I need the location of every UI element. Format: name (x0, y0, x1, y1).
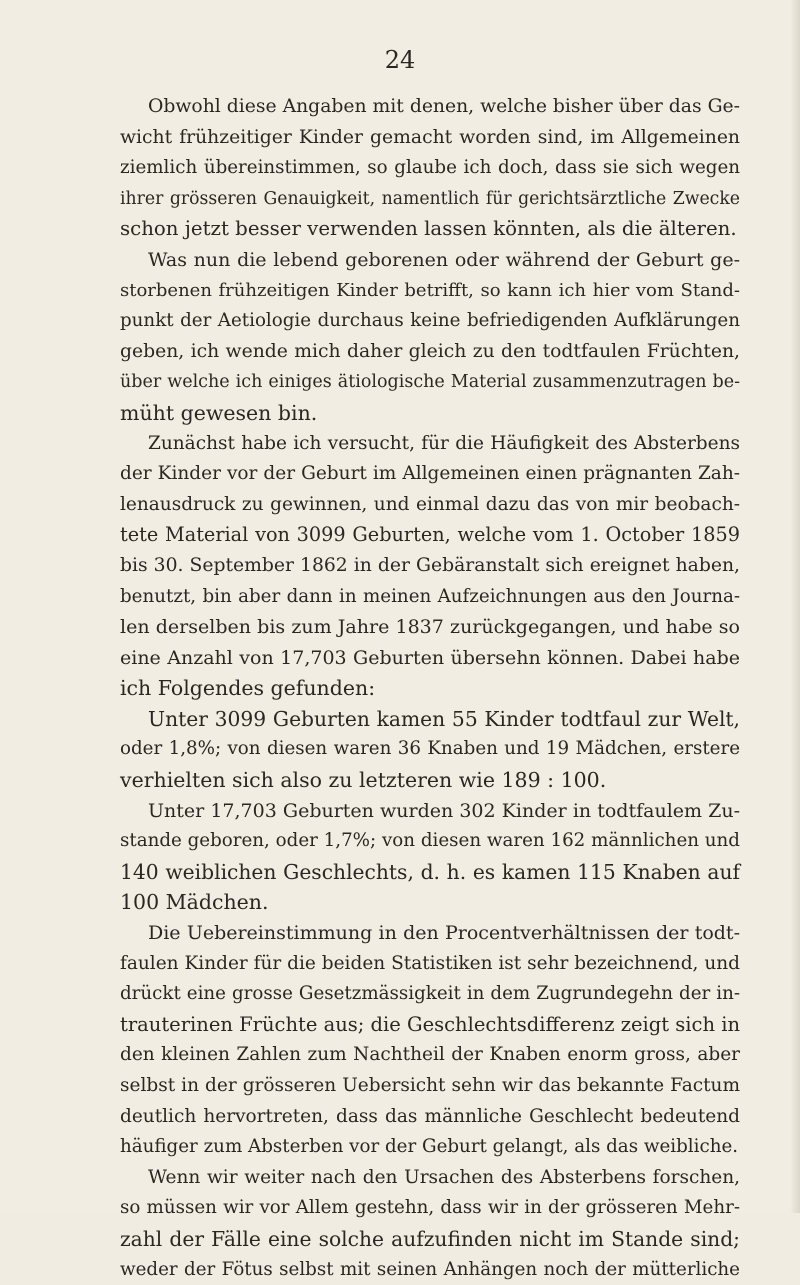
text-line: drückt eine grosse Gesetzmässigkeit in dem Zugrundegehn der in- (120, 983, 740, 1005)
text-line: schon jetzt besser verwenden lassen könnten, als die älteren. (120, 217, 737, 241)
text-line: stande geboren, oder 1,7%; von diesen waren 162 männlichen und (120, 830, 740, 852)
text-line: oder 1,8%; von diesen waren 36 Knaben und 19 Mädchen, erstere (120, 738, 740, 760)
text-line: ich Folgendes gefunden: (120, 676, 376, 701)
body-text (120, 92, 740, 1285)
text-line: verhielten sich also zu letzteren wie 189 : 100. (120, 768, 607, 793)
text-line: lenausdruck zu gewinnen, und einmal dazu das von mir beobach- (120, 493, 740, 515)
text-line: Unter 17,703 Geburten wurden 302 Kinder in todtfaulem Zu- (148, 799, 740, 822)
text-line: müht gewesen bin. (120, 400, 318, 425)
paragraph (120, 245, 740, 429)
text-line: so müssen wir vor Allem gestehn, dass wir in der grösseren Mehr- (120, 1197, 740, 1219)
paragraph (120, 429, 740, 704)
text-line: trauterinen Früchte aus; die Geschlechtsdifferenz zeigt sich in (120, 1012, 741, 1036)
text-line: zahl der Fälle eine solche aufzufinden nicht im Stande sind; (120, 1226, 740, 1251)
text-line: Was nun die lebend geborenen oder während der Geburt ge- (148, 248, 740, 271)
text-line: Obwohl diese Angaben mit denen, welche bisher über das Ge- (148, 96, 740, 117)
text-line: Wenn wir weiter nach den Ursachen des Absterbens forschen, (148, 1166, 740, 1188)
text-line: Unter 3099 Geburten kamen 55 Kinder todtfaul zur Welt, (148, 706, 740, 731)
text-line: 100 Mädchen. (120, 890, 269, 915)
text-line: tete Material von 3099 Geburten, welche vom 1. October 1859 (120, 523, 740, 547)
text-line: den kleinen Zahlen zum Nachtheil der Knaben enorm gross, aber (120, 1044, 740, 1066)
text-line: faulen Kinder für die beiden Statistiken ist sehr bezeichnend, und (120, 952, 740, 974)
text-line: bis 30. September 1862 in der Gebäranstalt sich ereignet haben, (120, 554, 740, 576)
text-line: selbst in der grösseren Uebersicht sehn wir das bekannte Factum (120, 1075, 740, 1096)
text-line: weder der Fötus selbst mit seinen Anhängen noch der mütterliche (120, 1258, 740, 1280)
paragraph (120, 918, 740, 1163)
page-edge-shadow (790, 0, 800, 1213)
text-line: storbenen frühzeitigen Kinder betrifft, so kann ich hier vom Stand- (120, 279, 740, 301)
paragraph (120, 1163, 740, 1285)
page-number: 24 (384, 46, 416, 74)
text-line: deutlich hervortreten, dass das männliche Geschlecht bedeutend (120, 1105, 740, 1127)
text-line: häufiger zum Absterben vor der Geburt gelangt, als das weibliche. (120, 1136, 739, 1158)
paragraph (120, 796, 740, 918)
text-line: wicht frühzeitiger Kinder gemacht worden sind, im Allgemeinen (120, 126, 740, 148)
text-line: len derselben bis zum Jahre 1837 zurückgegangen, und habe so (120, 616, 740, 639)
text-line: Zunächst habe ich versucht, für die Häufigkeit des Absterbens (148, 432, 740, 454)
text-line: 140 weiblichen Geschlechts, d. h. es kamen 115 Knaben auf (120, 859, 740, 884)
text-line: der Kinder vor der Geburt im Allgemeinen einen prägnanten Zah- (120, 463, 740, 485)
text-line: ihrer grösseren Genauigkeit, namentlich für gerichtsärztliche Zwecke (120, 188, 740, 209)
paragraph (120, 92, 740, 245)
paragraph (120, 704, 740, 796)
text-line: Die Uebereinstimmung in den Procentverhältnissen der todt- (148, 922, 740, 945)
text-line: eine Anzahl von 17,703 Geburten übersehn können. Dabei habe (120, 646, 740, 669)
text-line: ziemlich übereinstimmen, so glaube ich doch, dass sie sich wegen (120, 157, 740, 179)
text-line: punkt der Aetiologie durchaus keine befriedigenden Aufklärungen (120, 310, 740, 332)
text-line: benutzt, bin aber dann in meinen Aufzeichnungen aus den Journa- (120, 585, 740, 607)
text-line: geben, ich wende mich daher gleich zu den todtfaulen Früchten, (120, 340, 740, 362)
text-line: über welche ich einiges ätiologische Material zusammenzutragen be- (120, 372, 740, 393)
